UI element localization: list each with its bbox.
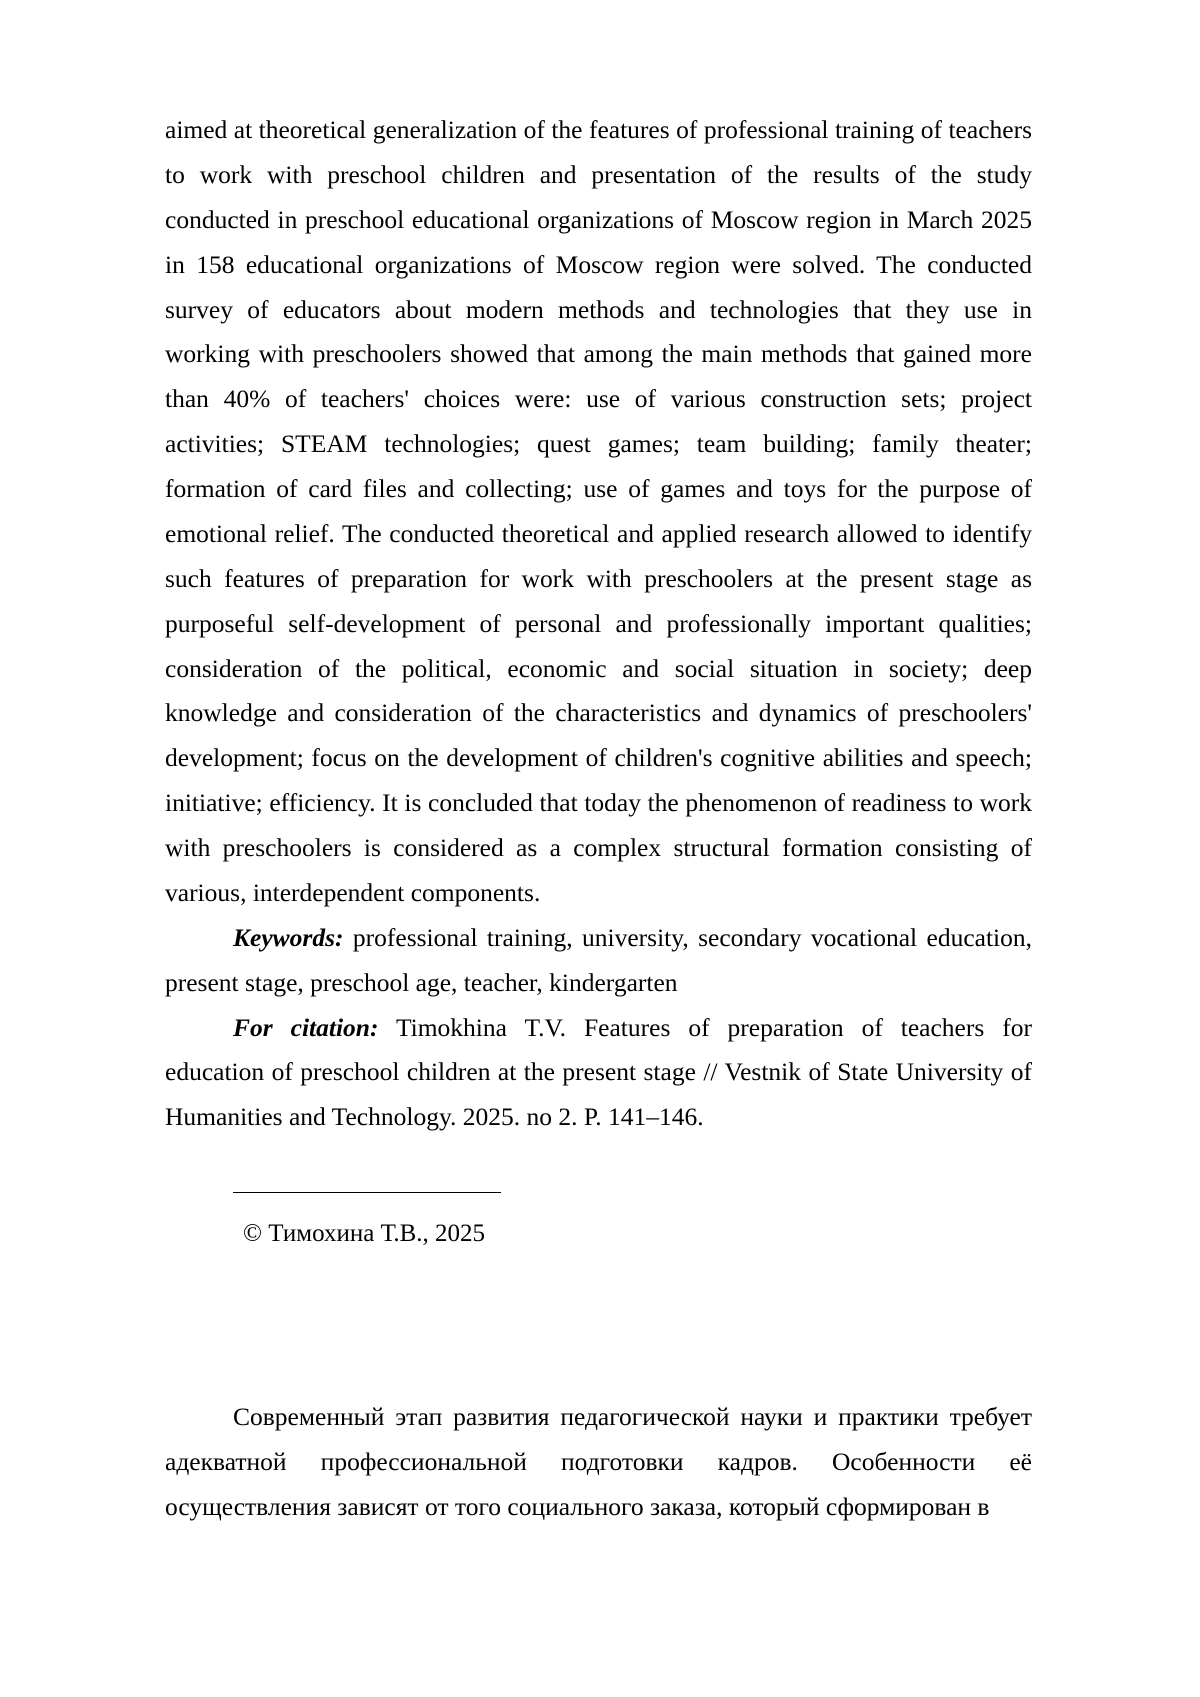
footnote-rule-line [233, 1192, 501, 1193]
citation-label: For citation: [233, 1012, 379, 1042]
russian-body-paragraph: Современный этап развития педагогической науки и практики требует адекватной профессиональной подготовки кадров. Особенности её осуществления зависят от того социального заказа, который сформирован в [165, 1402, 1032, 1521]
footnote-separator [165, 1192, 1032, 1193]
keywords-paragraph [165, 916, 1032, 1006]
citation-text: Timokhina T.V. Features of preparation of teachers for education of preschool children at the present stage // Vestnik of State University of Humanities and Technology. 2025. no 2. P. 141–146. [165, 1012, 1032, 1132]
keywords-label: Keywords: [233, 922, 344, 952]
citation-paragraph [165, 1006, 1032, 1141]
keywords-text: professional training, university, secondary vocational education, present stage, preschool age, teacher, kindergarten [165, 922, 1032, 997]
copyright-note: © Тимохина Т.В., 2025 [243, 1220, 486, 1248]
abstract-continuation-paragraph: aimed at theoretical generalization of the features of professional training of teachers to work with preschool children and presentation of the results of the study conducted in preschool educational organizations of Moscow region in March 2025 in 158 educational organizations of Moscow region were solved. The conducted survey of educators about modern methods and technologies that they use in working with preschoolers showed that among the main methods that gained more than 40% of teachers' choices were: use of various construction sets; project activities; STEAM technologies; quest games; team building; family theater; formation of card files and collecting; use of games and toys for the purpose of emotional relief. The conducted theoretical and applied research allowed to identify such features of preparation for work with preschoolers at the present stage as purposeful self-development of personal and professionally important qualities; consideration of the political, economic and social situation in society; deep knowledge and consideration of the characteristics and dynamics of preschoolers' development; focus on the development of children's cognitive abilities and speech; initiative; efficiency. It is concluded that today the phenomenon of readiness to work with preschoolers is considered as a complex structural formation consisting of various, interdependent components. [165, 115, 1032, 907]
section-gap [165, 1278, 1032, 1370]
